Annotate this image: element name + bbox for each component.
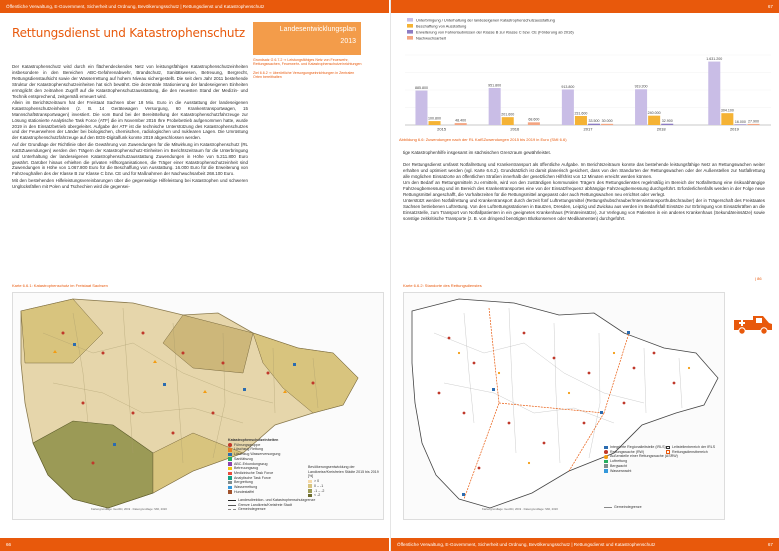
data-label: 240.000 <box>647 111 661 116</box>
legend-item: Leitstellenbereich der IRLS <box>666 445 724 450</box>
legend-item: Führungsgruppe <box>228 443 308 448</box>
bar <box>429 121 441 125</box>
legend-item: Analytische Task Force <box>228 476 308 481</box>
right-header-bar <box>391 0 779 13</box>
ambulance-icon <box>731 310 775 338</box>
bar <box>562 89 574 125</box>
legend-item: Hundestaffel <box>228 490 308 495</box>
bar <box>661 124 673 125</box>
paragraph: Unterstützt werden Notfallrettung und Krankentransport durch derzeit fünf Luftrettungsmittel (Rettungshubschrauber/Intensivtransporthubschrauber) der in Trägerschaft des Freistaates Sachsen betriebenen Luftrettung. Von den Luftrettungsstationen in Bautzen, Dresden, Leipzig und Zwickau aus werden im Bedarfsfall Einsätze zur Erbringung von Einsatzkräften an die Einsatzstelle, zum Transport von Notfallpatienten in ein geeignetes Krankenhaus (Primäreinsätze), zur Verlegung von Patienten in ein anderes Krankenhaus (Sekundäreinsätze) sowie sonstige zeitkritische Transporte (z. B. von dringend benötigten Blutkonserven oder Medikamenten) durchgeführt. <box>403 198 765 222</box>
chart-caption: Abbildung 6.6: Zuwendungen nach der RL KatSZuwendungen 2015 bis 2019 in Euro (SMI 6.6) <box>399 137 567 142</box>
bar <box>588 124 600 125</box>
bar <box>747 124 759 125</box>
legend-item: Rettungsdienstbereich <box>666 450 724 455</box>
legend-item: ABC-Erkundungszug <box>228 462 308 467</box>
page-title: Rettungsdienst und Katastrophenschutz <box>12 26 245 40</box>
legend-title: Katastrophenschutzeinheiten <box>228 438 279 442</box>
footer-page-number: 66 <box>6 542 12 547</box>
lep-box <box>253 22 361 55</box>
legend-label: Unterbringung / Unterhaltung der landeseigenen Katastrophenschutzausstattung <box>416 17 555 23</box>
legend2-item: -1 – -2 <box>308 489 380 494</box>
data-label: 201.600 <box>501 112 515 117</box>
data-label: 32.900 <box>661 119 673 124</box>
legend-item: Luftrettung <box>604 459 666 464</box>
rescue-service-map <box>403 292 725 520</box>
legend-label: Nachwuchsarbeit <box>416 35 446 41</box>
data-label: 1.631.200 <box>706 56 723 61</box>
right-page <box>390 0 779 551</box>
side-note: Grundsatz G 6.7.2 ⇒ Leistungsfähiges Netz von Feuerwehr, Rettungswachen, Feuerwehr- und Katastrophenschutzeinrichtungen <box>253 58 362 67</box>
x-tick-label: 2017 <box>583 126 593 132</box>
data-label: 951.800 <box>488 83 502 88</box>
legend-item: Sanitätszug <box>228 457 308 462</box>
gemeinde-legend <box>604 505 704 510</box>
legend-item: Bergwacht <box>604 464 666 469</box>
x-tick-label: 2018 <box>656 126 666 132</box>
legend-item: Bergrettung <box>228 480 308 485</box>
data-label: 30.000 <box>601 119 613 124</box>
data-label: 27.900 <box>747 119 759 124</box>
intro-paragraph: tige Katastrophenhilfe insgesamt im sächsischen Grenzraum gewährleistet. <box>403 150 551 155</box>
source-note: Kartengrundlage: GeoSN, 2019 · Datengrundlage: SMI, 2020 <box>91 507 167 511</box>
left-footer-bar <box>0 538 389 551</box>
legend-item: Wasserwacht <box>604 469 666 474</box>
legend2-title: Bevölkerungsentwicklung der Landkreise/Kreisfreien Städte 2015 bis 2019 [%] <box>308 465 379 479</box>
legend-item: Löschzug Wasserversorgung <box>228 452 308 457</box>
legend-item: Integrierte Regionalleitstelle (IRLS) <box>604 445 666 450</box>
funding-bar-chart <box>399 15 775 133</box>
bar <box>721 113 733 125</box>
legend-item: Medizinische Task Force <box>228 471 308 476</box>
lep-year: 2013 <box>340 38 356 45</box>
legend-item: Rettungswache (RW) <box>604 450 666 455</box>
bar <box>528 122 540 125</box>
paragraph: Allein im Berichtszeitraum hat der Freistaat Sachsen über 18 Mio. Euro in die Ausstattung der landeseigenen Katastrophenschutzeinheiten (z. B. 14 Gerätewagen Versorgung, 60 Krankentransportwagen, 15 Mannschaftstransportwagen) investiert. Die vom Bund bei der Bereitstellung der Katastrophenschutzfahrzeuge zur Lösung stationierte Analytische Task Force (ATF) die im November 2016 Ihre Probebetrieb aufgenommen hatte, wurde 2019 in den Einsatzbetrieb übergeleitet. Aufgabe der ATF ist die technische Unterstützung des Katastrophenschutzes und der Feuerwehren der Länder bei biologischen, chemischen, radiologischen und nuklearen Lagen. Die Umrüstung der Katastrophenschutzfahrzeuge auf den BOS-Digitalfunk konnte 2019 abgeschlossen werden. <box>12 99 248 141</box>
map-caption: Karte 6.6.1: Katastrophenschutz im Freistaat Sachsen <box>12 283 108 288</box>
right-body <box>403 150 765 222</box>
map-legend <box>228 438 308 494</box>
saxony-map-right <box>404 293 725 520</box>
data-label: 16.000 <box>734 119 746 124</box>
header-page-number: 67 <box>767 4 773 9</box>
legend-item: Wasserrettung <box>228 485 308 490</box>
lep-label: Landesentwicklungsplan <box>279 26 356 33</box>
left-page <box>0 0 389 551</box>
legend-label: Erweiterung von Fahrerlaubnissen der Klasse B zur Klasse C bzw. CE (Förderung ab 2016) <box>416 29 574 35</box>
bar <box>415 91 427 125</box>
bar <box>635 89 647 125</box>
left-header-bar <box>0 0 389 13</box>
civil-protection-map <box>12 292 384 520</box>
paragraph: Auf der Grundlage der Richtlinie über die Gewährung von Zuwendungen für die Mitwirkung im Katastrophenschutz (RL KatSZuwendungen) werden den Trägern der Katastrophenschutz-Einheiten im Berichtszeitraum für die Unterbringung und Unterhaltung der landeseigenen Katastrophenschutzausstattung Zuwendungen in Höhe von 5.211.800 Euro gewährt. Darüber hinaus erhielten die privaten Hilfsorganisationen, die Träger einer Katastrophenschutzeinheit sind Zuwendungen in Höhe von 1.067.800 Euro für die Beschaffung von Ausstattung. 16.000 Euro für die Erweiterung von Fahrzeughallen des der Klasse B zur Klasse C bzw. CE und für Maßnahmen der Nachwuchsarbeit 268.100 Euro. <box>12 141 248 177</box>
data-label: 919.200 <box>634 84 648 89</box>
reference-mark: | 86 <box>755 276 762 281</box>
paragraph: Der Rettungsdienst umfasst Notfallrettung und Krankentransport als öffentliche Aufgabe. Im Berichtszeitraum konnte das bestehende leistungsfähige Netz an Rettungswachen weiter erhalten und optimiert werden (vgl. Karte 6.6.2). Grundsätzlich ist damit planerisch gesichert, dass von den Standorten der Rettungswachen oder der Außenstellen zur Notfallrettung alle möglichen Einsatzorte an öffentlichen Straßen innerhalb der gesetzlichen Hilfsfrist von 12 Minuten erreicht werden können. <box>403 161 765 179</box>
legend-item: Außenstelle einer Rettungswache (ASRW) <box>604 454 666 459</box>
paragraph: Der Katastrophenschutz wird durch ein flächendeckendes Netz von leistungsfähigen Katastrophenschutzeinheiten insbesondere in den Bereichen ABC-Gefahrenabwehr, Brandschutz, Sanitätswesen, Betreuung, Bergrecht, Rettungsdienstaufsicht sowie der Wasserrettung auf hohem Niveau sichergestellt. Die seit dem Jahr 2011 bestehende Struktur der Katastrophenschutzeinheiten hat sich bewährt. Die dezentrale Stationierung der landeseigenen Einheiten ermöglicht den zeitnahen Zugriff auf die Katastrophenschutzausstattung, die den neuesten Stand der Medizin- und Technik entsprechend, zeitgemäß erneuert wird. <box>12 64 248 99</box>
map-caption: Karte 6.6.2: Standorte des Rettungsdienstes <box>403 283 482 288</box>
legend2-item: 0 – -1 <box>308 484 380 489</box>
zone-legend <box>666 445 724 454</box>
data-label: 68.600 <box>528 117 540 122</box>
legend-swatch <box>407 30 413 34</box>
boundary-label: Landesdirektion- und Katastrophenschutzgrenze <box>238 498 316 502</box>
left-body <box>12 64 248 190</box>
legend-item: Betreuungszug <box>228 466 308 471</box>
x-tick-label: 2016 <box>510 126 520 132</box>
bar <box>489 88 501 125</box>
data-label: 48.400 <box>455 118 467 123</box>
footer-text: Öffentliche Verwaltung, E-Government, Sicherheit und Ordnung, Bevölkerungsschutz | Rettungsdienst und Katastrophenschutz <box>397 542 656 547</box>
data-label: 231.600 <box>574 111 588 116</box>
source-note: Kartengrundlage: GeoSN, 2019 · Datengrundlage: SMI, 2020 <box>482 507 558 511</box>
legend-swatch <box>407 36 413 40</box>
population-legend <box>308 465 380 498</box>
data-label: 33.500 <box>588 119 600 124</box>
paragraph: Um den Bedarf an Rettungsmitteln zu ermitteln, wird von den zuständigen kommunalen Trägern des Rettungsdienstes regelmäßig im Bereich der Notfallrettung eine risikoabhängige Fahrzeugbemessung und im Bereich des Krankentransportes eine von der Einsatzfrequenz abhängige Fahrzeugbemessung durchgeführt. Erforderlichenfalls werden in der Folge neue Rettungsmittel angeschafft, die Vorhaltezeiten für die Rettungsmittel angepasst oder auch Rettungswachen neu errichtet oder verlegt. <box>403 180 765 197</box>
side-note: Ziel 6.6.2 ⇒ überörtliche Versorgungseinrichtungen in Zentralen Orten bereithalten <box>253 70 355 80</box>
legend-swatch <box>407 18 413 22</box>
legend2-item: > 0 <box>308 479 380 484</box>
bar <box>648 116 660 125</box>
bar <box>601 124 613 125</box>
boundary-label: Gemeindegrenze <box>238 507 266 512</box>
left-header-text: Öffentliche Verwaltung, E-Government, Sicherheit und Ordnung, Bevölkerungsschutz | Rettungsdienst und Katastrophenschutz <box>6 4 265 9</box>
data-label: 304.100 <box>720 108 734 113</box>
legend-label: Beschaffung von Ausstattung <box>416 23 467 29</box>
right-footer-bar <box>391 538 779 551</box>
legend-swatch <box>407 24 413 28</box>
gemeinde-label: Gemeindegrenze <box>614 505 642 509</box>
x-tick-label: 2019 <box>729 126 739 132</box>
boundary-label: Grenze Landkreis/Kreisfreie Stadt <box>238 502 292 507</box>
side-notes <box>253 58 363 84</box>
boundary-legend <box>228 498 378 512</box>
data-label: 100.800 <box>428 116 442 121</box>
legend2-item: < -2 <box>308 493 380 498</box>
legend-item: Löschzug Rettung <box>228 447 308 452</box>
rescue-legend <box>604 445 678 473</box>
bar <box>575 116 587 125</box>
bar <box>734 124 746 125</box>
data-label: 885.800 <box>414 85 428 90</box>
data-label: 913.800 <box>561 84 575 89</box>
bar <box>502 117 514 125</box>
bar <box>708 62 720 125</box>
paragraph: Mit den bestehenden Hilfeleistungsvereinbarungen über die gegenseitige Hilfeleistung bei Katastrophen und schweren Unglücksfällen mit Polen und Tschechien wird die gegensei- <box>12 177 248 189</box>
bar <box>455 123 467 125</box>
x-tick-label: 2015 <box>437 126 447 132</box>
footer-page-number: 67 <box>767 542 773 547</box>
